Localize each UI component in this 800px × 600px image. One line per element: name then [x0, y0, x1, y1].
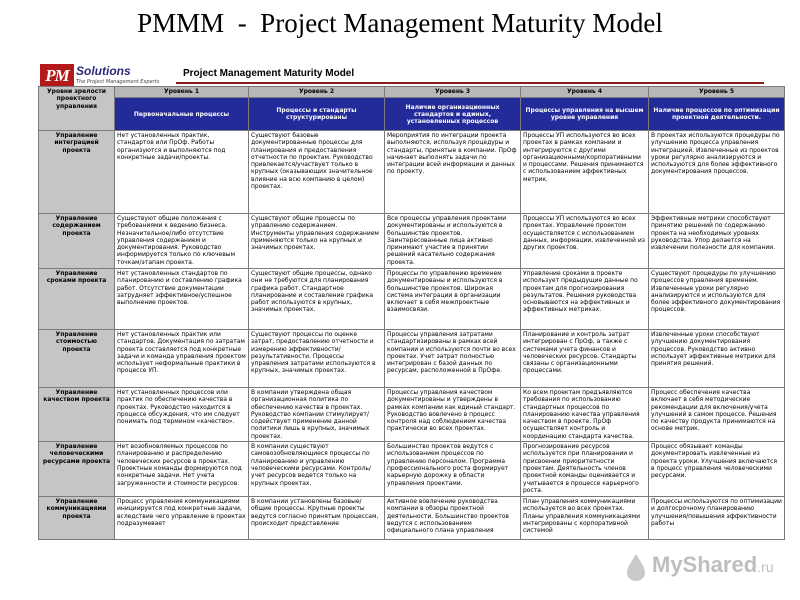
table-cell: Процессы по управлению временем документированы и используются в большинстве проектов. Широкая система интеграции в организации включает в себя межпроектные взаимосвязи.: [385, 269, 521, 330]
droplet-icon: [624, 552, 648, 582]
table-cell: Существуют процессы по оценке затрат, предоставлению отчетности и измерению эффективности/результативности. Процессы управления затратами используются в крупных, значимых проектах.: [249, 330, 385, 388]
level-4-header: Уровень 4: [521, 87, 649, 98]
table-cell: Активное вовлечение руководства компании в обзоры проектной деятельности. Большинство проектов ведутся с использованием официального плана управления: [385, 497, 521, 540]
row-area-label: Управление качеством проекта: [39, 388, 115, 442]
stages-header-row: [39, 98, 785, 131]
table-cell: Прогнозирование ресурсов используется при планировании и присвоении приоритетности проектам. Деятельность членов проектной команды оценивается и учитывается в процессе карьерного роста.: [521, 442, 649, 497]
table-cell: Существуют общие процессы, однако они не требуются для планирования графика работ. Стандартное планирование и составление графика работ используются в крупных, значимых проектах.: [249, 269, 385, 330]
stage-4-header: Процессы управления на высшем уровне управления: [521, 98, 649, 131]
level-2-header: Уровень 2: [249, 87, 385, 98]
row-area-label: Управление интеграцией проекта: [39, 131, 115, 214]
maturity-model-document: [38, 60, 782, 550]
stage-1-header: Первоначальные процессы: [115, 98, 249, 131]
table-cell: Процессы управления затратами стандартизированы в рамках всей компании и используются почти во всех проектах. Учет затрат полностью интегрирован с базой данных по ресурсам, расположенной в ПрОфе.: [385, 330, 521, 388]
table-cell: В проектах используются процедуры по улучшению процесса управления интеграцией. Извлеченные из проектов уроки регулярно анализируются и используются для более эффективного документирования процессов.: [649, 131, 785, 214]
level-1-header: Уровень 1: [115, 87, 249, 98]
table-cell: В компании утверждена общая организационная политика по обеспечению качества в проектах. Руководство компании стимулирует/содействует применение данной политики лишь в крупных, значимых проектах.: [249, 388, 385, 442]
table-cell: Существуют общие положения с требованиями к ведению бизнеса. Незначительное/либо отсутствие управления содержанием и документирования. Руководство информируется только по ключевым точкам/этапам проекта.: [115, 214, 249, 269]
row-area-label: Управление коммуникациями проекта: [39, 497, 115, 540]
table-cell: Процессы УП используются во всех проектах в рамках компании и интегрируются с другими организационными/корпоративными и процессами. Решения принимаются с использованием эффективных метрик.: [521, 131, 649, 214]
table-row: [39, 388, 785, 442]
table-cell: Ко всем проектам предъявляются требования по использованию стандартных процессов по планированию качества управления качеством в проекте. ПрОф осуществляет контроль и координацию стандарта качества.: [521, 388, 649, 442]
table-cell: В компании установлены базовые/общие процессы. Крупные проекты ведутся согласно принятым процессам, происходит представление: [249, 497, 385, 540]
table-row: [39, 497, 785, 540]
table-cell: Мероприятия по интеграции проекта выполняются, используя процедуры и стандарты, принятые в компании. ПрОф начинает выполнять задачи по интеграции всей информации и данных по проекту.: [385, 131, 521, 214]
myshared-watermark: [624, 548, 792, 588]
table-cell: Нет установленных стандартов по планированию и составлению графика работ. Отсутствие документации затрудняет эффективное/успешное выполнение проектов.: [115, 269, 249, 330]
table-cell: Процесс обеспечения качества включает в себя методические рекомендации для включения/учета улучшений в самом процессе. Решения по качеству продукта принимаются на основе метрик.: [649, 388, 785, 442]
table-cell: Процессы УП используются во всех проектах. Управление проектом осуществляется с использованием данных, информации, извлеченной из других проектов.: [521, 214, 649, 269]
row-area-label: Управление содержанием проекта: [39, 214, 115, 269]
logo-wordmark: Solutions: [76, 64, 131, 78]
table-cell: Процессы управления качеством документированы и утверждены в рамках компании как единый стандарт. Руководство вовлечено в процесс контроля над соблюдением качества практически во всех проектах.: [385, 388, 521, 442]
watermark-text: [652, 552, 774, 578]
table-cell: Эффективные метрики способствуют принятию решений по содержанию проекта на необходимых уровнях руководства. Упор делается на извлечении полезности для компании.: [649, 214, 785, 269]
table-cell: Большинство проектов ведутся с использованием процессов по управлению персоналом. Программа профессионального роста формирует карьерную дорожку в области управления проектами.: [385, 442, 521, 497]
table-cell: Существуют процедуры по улучшению процессов управления временем. Извлеченные уроки регулярно анализируются и используются для более эффективного документирования процессов.: [649, 269, 785, 330]
stage-5-header: Наличие процессов по оптимизации проектной деятельности.: [649, 98, 785, 131]
maturity-matrix: [38, 86, 785, 540]
row-area-label: Управление человеческими ресурсами проекта: [39, 442, 115, 497]
table-row: [39, 330, 785, 388]
watermark-ext: .ru: [757, 559, 774, 575]
stage-2-header: Процессы и стандарты структурированы: [249, 98, 385, 131]
table-cell: Нет установленных практик, стандартов или ПрОф. Работы организуются и выполняются под конкретные задачи/проекты.: [115, 131, 249, 214]
table-cell: Процесс управления коммуникациями инициируется под конкретные задачи, вследствие чего управление в проектах подразумевает: [115, 497, 249, 540]
table-cell: Нет установленных процессов или практик по обеспечению качества в проектах. Руководство находится в процессе обсуждения, что им следует понимать под термином «качество».: [115, 388, 249, 442]
table-cell: Извлеченные уроки способствуют улучшению документирования процессов. Руководство активно использует эффективные метрики для принятия решений.: [649, 330, 785, 388]
table-row: [39, 442, 785, 497]
level-3-header: Уровень 3: [385, 87, 521, 98]
corner-header: Уровни зрелости проектного управления: [39, 87, 115, 131]
levels-header-row: [39, 87, 785, 98]
table-cell: Нет установленных практик или стандартов. Документация по затратам проекта составляется под конкретные задачи и команда управления проектом использует неформальные практики в процессе УП.: [115, 330, 249, 388]
row-area-label: Управление стоимостью проекта: [39, 330, 115, 388]
level-5-header: Уровень 5: [649, 87, 785, 98]
table-cell: Нет возобновляемых процессов по планированию и распределению человеческих ресурсов в проектах. Проектные команды формируются под конкретные задачи. Нет учета загруженности и стоимости ресурсов.: [115, 442, 249, 497]
watermark-name: MyShared: [652, 552, 758, 577]
table-cell: Процессы используются по оптимизации и долгосрочному планированию улучшения/повышения эффективности работы: [649, 497, 785, 540]
table-cell: План управления коммуникациями используется во всех проектах. Планы управления коммуникациями интегрированы с корпоративной системой: [521, 497, 649, 540]
table-cell: В компании существуют самовозобновляющиеся процессы по планированию и управлению человеческими ресурсами. Контроль/учет ресурсов ведется только на крупных проектах.: [249, 442, 385, 497]
table-cell: Процесс обязывает команды документировать извлеченные из проекта уроки. Улучшения включаются в процесс управления человеческими ресурсами.: [649, 442, 785, 497]
logo-tagline: The Project Management Experts: [76, 79, 160, 85]
table-cell: Существуют общие процессы по управлению содержанием. Инструменты управления содержанием применяются только на крупных и значимых проектах.: [249, 214, 385, 269]
table-row: [39, 214, 785, 269]
table-cell: Все процессы управления проектами документированы и используются в большинстве проектов. Заинтересованные лица активно принимают участие в принятии решений касательно содержания проекта.: [385, 214, 521, 269]
slide-title: PMMM - Project Management Maturity Model: [137, 8, 663, 38]
table-cell: Существуют базовые документированные процессы для планирования и предоставления отчетности по проектам. Руководство привлекается/участвует только в крупных (оказывающих значительное влияние на всю компанию в целом) проектах.: [249, 131, 385, 214]
table-cell: Управление сроками в проекте использует предыдущие данные по проектам для прогнозирования результатов. Решения руководства основываются на эффективных и эффективных метриках.: [521, 269, 649, 330]
table-row: [39, 131, 785, 214]
stage-3-header: Наличие организационных стандартов и единых, установленных процессов: [385, 98, 521, 131]
title-divider: [176, 82, 764, 84]
logo-mark: PM: [40, 64, 74, 88]
table-row: [39, 269, 785, 330]
table-cell: Планирование и контроль затрат интегрирован с ПрОф, а также с системами учета финансов и человеческих ресурсов. Стандарты связаны с организационными процессами.: [521, 330, 649, 388]
document-title: Project Management Maturity Model: [183, 68, 355, 79]
row-area-label: Управление сроками проекта: [39, 269, 115, 330]
